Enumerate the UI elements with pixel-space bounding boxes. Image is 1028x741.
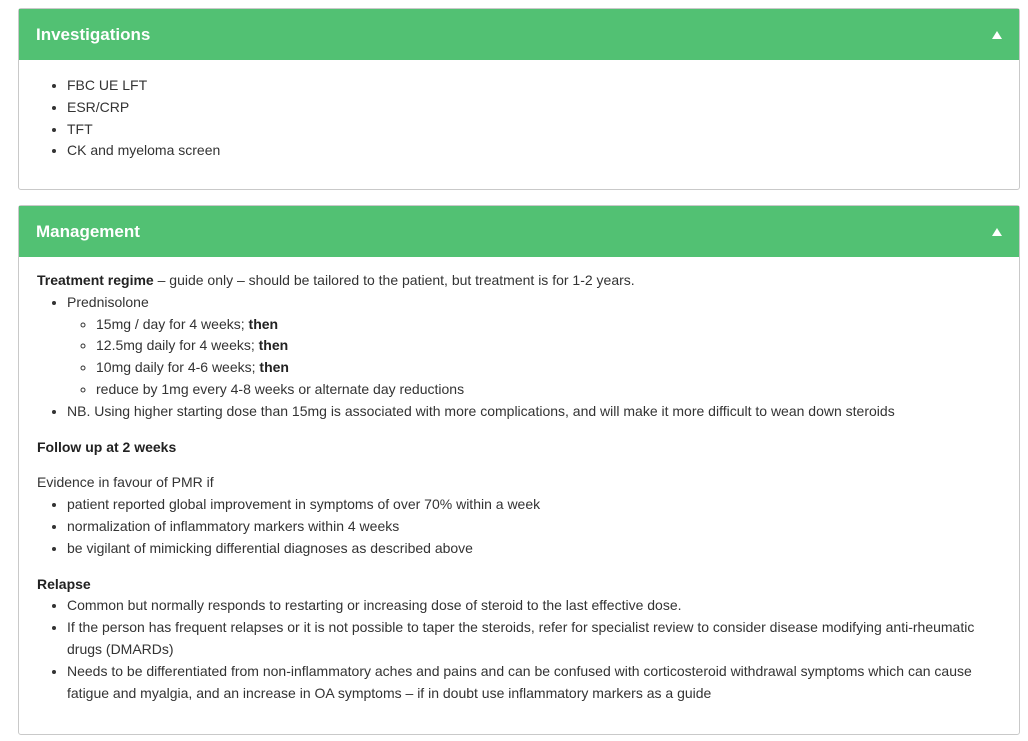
investigations-header[interactable] bbox=[19, 9, 1019, 60]
list-item: • be vigilant of mimicking differential diagnoses as described above bbox=[67, 538, 1001, 560]
list-item: ◦ reduce by 1mg every 4-8 weeks or alternate day reductions bbox=[96, 379, 1001, 401]
treatment-regime-text: – guide only – should be tailored to the patient, but treatment is for 1-2 years. bbox=[153, 272, 635, 288]
evidence-list bbox=[37, 494, 1001, 559]
prednisolone-label: Prednisolone bbox=[67, 293, 149, 310]
treatment-regime-label: Treatment regime bbox=[37, 272, 154, 288]
investigations-title: Investigations bbox=[36, 24, 151, 44]
list-item: • patient reported global improvement in symptoms of over 70% within a week bbox=[67, 494, 1001, 516]
list-item: • If the person has frequent relapses or it is not possible to taper the steroids, refer for specialist review to consider disease modifying anti-rheumatic drugs (DMARDs) bbox=[67, 617, 1001, 661]
management-panel bbox=[18, 205, 1020, 735]
dose-steps-list bbox=[67, 314, 1001, 401]
then-label: then bbox=[258, 337, 289, 354]
evidence-intro: Evidence in favour of PMR if bbox=[37, 474, 214, 491]
list-item: • NB. Using higher starting dose than 15mg is associated with more complications, and will make it more difficult to wean down steroids bbox=[67, 401, 1001, 423]
list-item bbox=[96, 335, 1001, 357]
dose-step-text: 12.5mg daily for 4 weeks; bbox=[96, 337, 259, 354]
investigations-list bbox=[37, 75, 1001, 162]
then-label: then bbox=[259, 359, 289, 376]
chevron-up-icon[interactable] bbox=[992, 31, 1002, 39]
treatment-list bbox=[37, 292, 1001, 423]
list-item: • normalization of inflammatory markers within 4 weeks bbox=[67, 516, 1001, 538]
dose-step-text: 15mg / day for 4 weeks; bbox=[96, 315, 249, 332]
management-header[interactable] bbox=[19, 206, 1019, 257]
followup-title: Follow up at 2 weeks bbox=[37, 438, 177, 455]
list-item: • CK and myeloma screen bbox=[67, 140, 1001, 162]
list-item: • Common but normally responds to restarting or increasing dose of steroid to the last effective dose. bbox=[67, 595, 1001, 617]
then-label: then bbox=[248, 315, 279, 332]
management-title: Management bbox=[36, 221, 140, 241]
investigations-panel bbox=[18, 8, 1020, 190]
list-item: • Needs to be differentiated from non-inflammatory aches and pains and can be confused with corticosteroid withdrawal symptoms which can cause fatigue and myalgia, and an increase in OA symptoms – if in doubt use inflammatory markers as a guide bbox=[67, 661, 1001, 705]
list-item: • ESR/CRP bbox=[67, 97, 1001, 119]
list-item bbox=[96, 357, 1001, 379]
relapse-list bbox=[37, 595, 1001, 704]
list-item: • FBC UE LFT bbox=[67, 75, 1001, 97]
chevron-up-icon[interactable] bbox=[992, 228, 1002, 236]
list-item bbox=[67, 292, 1001, 401]
treatment-regime-line bbox=[37, 270, 1001, 292]
management-body bbox=[19, 257, 1019, 704]
list-item: • TFT bbox=[67, 119, 1001, 141]
dose-step-text: 10mg daily for 4-6 weeks; bbox=[96, 359, 260, 376]
investigations-body bbox=[19, 60, 1019, 162]
relapse-title: Relapse bbox=[37, 575, 91, 592]
list-item bbox=[96, 314, 1001, 336]
